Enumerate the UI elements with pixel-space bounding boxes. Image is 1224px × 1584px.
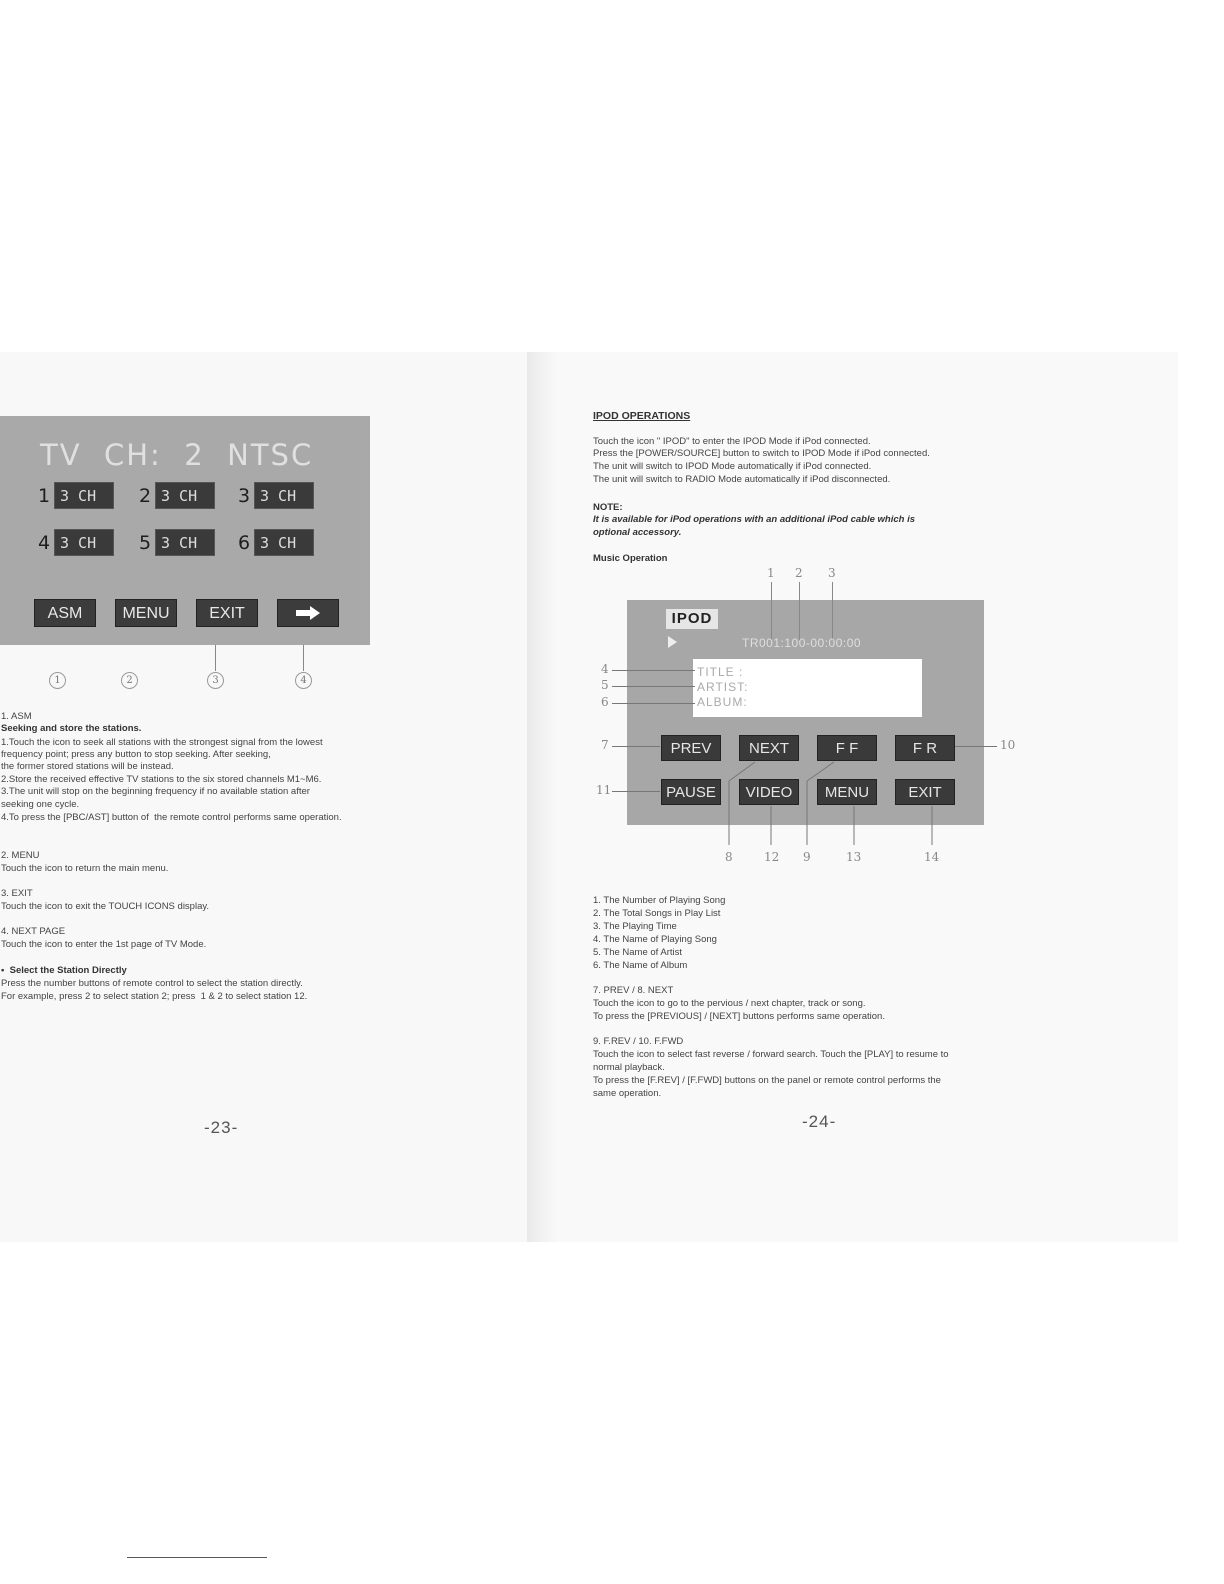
section-heading: Music Operation: [593, 553, 668, 564]
text-line: Touch the icon to go to the pervious / next chapter, track or song.: [593, 998, 866, 1009]
list-item: 6. The Name of Album: [593, 960, 688, 971]
text-line: Touch the icon to exit the TOUCH ICONS display.: [1, 901, 210, 912]
page-gutter: [527, 352, 557, 1242]
text-line: Press the [POWER/SOURCE] button to switch to IPOD Mode if iPod connected.: [593, 448, 930, 459]
ipod-mode-label: IPOD: [666, 609, 718, 629]
channel-button-label: 3 CH: [60, 487, 97, 505]
text-line: 2.Store the received effective TV stations to the six stored channels M1~M6.: [1, 774, 322, 785]
channel-button-label: 3 CH: [161, 534, 198, 552]
callout-line: [955, 746, 997, 747]
fast-forward-button[interactable]: F F: [817, 735, 877, 761]
callout-12: 12: [764, 850, 780, 864]
play-icon: [668, 636, 677, 648]
channel-number: 4: [38, 532, 51, 554]
callout-line: [612, 686, 695, 687]
channel-button-6[interactable]: [254, 529, 314, 556]
list-item: 4. The Name of Playing Song: [593, 934, 717, 945]
artist-field: ARTIST:: [697, 680, 749, 694]
title-field: TITLE :: [697, 665, 744, 679]
arrow-right-icon: [278, 600, 338, 626]
asm-button[interactable]: ASM: [34, 599, 96, 627]
list-item: 1. The Number of Playing Song: [593, 895, 726, 906]
channel-button-1[interactable]: [54, 482, 114, 509]
text-line: 1.Touch the icon to seek all stations with the strongest signal from the lowest: [1, 737, 323, 748]
callout-5: 5: [601, 678, 609, 692]
callout-3: 3: [828, 566, 836, 580]
list-item: 3. The Playing Time: [593, 921, 677, 932]
text-line: The unit will switch to IPOD Mode automatically if iPod connected.: [593, 461, 872, 472]
callout-4: 4: [295, 672, 312, 689]
callout-line: [215, 645, 216, 671]
note-label: NOTE:: [593, 502, 623, 513]
exit-button[interactable]: EXIT: [895, 779, 955, 805]
album-field: ALBUM:: [697, 695, 748, 709]
page-number: -23-: [204, 1118, 239, 1137]
pause-button[interactable]: PAUSE: [661, 779, 721, 805]
callout-1: 1: [767, 566, 775, 580]
callout-line: [303, 645, 304, 671]
channel-number: 3: [238, 485, 251, 507]
callout-13: 13: [846, 850, 862, 864]
channel-number: 1: [38, 485, 51, 507]
callout-line: [612, 703, 695, 704]
channel-button-2[interactable]: [155, 482, 215, 509]
text-line: Press the number buttons of remote control to select the station directly.: [1, 978, 303, 989]
text-line: 4.To press the [PBC/AST] button of the remote control performs same operation.: [1, 812, 342, 823]
channel-button-label: 3 CH: [161, 487, 198, 505]
next-button[interactable]: NEXT: [739, 735, 799, 761]
next-page-button[interactable]: [277, 599, 339, 627]
exit-button[interactable]: EXIT: [196, 599, 258, 627]
callout-line: [771, 582, 772, 640]
channel-button-5[interactable]: [155, 529, 215, 556]
callout-line: [612, 746, 660, 747]
text-line: normal playback.: [593, 1062, 665, 1073]
track-info: TR001:100-00:00:00: [742, 636, 862, 650]
channel-number: 6: [238, 532, 251, 554]
section-heading: 1. ASM: [1, 711, 32, 722]
section-heading: 2. MENU: [1, 850, 40, 861]
page-title: IPOD OPERATIONS: [593, 410, 691, 422]
callout-9: 9: [803, 850, 811, 864]
video-button[interactable]: VIDEO: [739, 779, 799, 805]
callout-11: 11: [596, 783, 612, 797]
fast-reverse-button[interactable]: F R: [895, 735, 955, 761]
note-text: optional accessory.: [593, 527, 682, 538]
prev-button[interactable]: PREV: [661, 735, 721, 761]
channel-button-label: 3 CH: [60, 534, 97, 552]
text-line: Touch the icon to return the main menu.: [1, 863, 169, 874]
hyperlink-underline[interactable]: [127, 1557, 267, 1558]
callout-2: 2: [121, 672, 138, 689]
callout-line: [799, 582, 800, 640]
callout-1: 1: [49, 672, 66, 689]
callout-line: [612, 791, 660, 792]
list-item: 5. The Name of Artist: [593, 947, 683, 958]
channel-number: 5: [139, 532, 152, 554]
page-number: -24-: [802, 1112, 837, 1131]
section-heading: 9. F.REV / 10. F.FWD: [593, 1036, 684, 1047]
section-heading: 3. EXIT: [1, 888, 33, 899]
callout-14: 14: [924, 850, 940, 864]
text-line: For example, press 2 to select station 2; press 1 & 2 to select station 12.: [1, 991, 308, 1002]
text-line: To press the [PREVIOUS] / [NEXT] buttons performs same operation.: [593, 1011, 885, 1022]
section-heading: 7. PREV / 8. NEXT: [593, 985, 674, 996]
callout-4: 4: [601, 662, 609, 676]
callout-6: 6: [601, 695, 609, 709]
text-line: the former stored stations will be instead.: [1, 761, 174, 772]
callout-3: 3: [207, 672, 224, 689]
tv-screen-title: TV CH: 2 NTSC: [40, 438, 314, 472]
note-text: It is available for iPod operations with an additional iPod cable which is: [593, 514, 916, 525]
callout-10: 10: [1000, 738, 1016, 752]
channel-button-3[interactable]: [254, 482, 314, 509]
section-heading: • Select the Station Directly: [1, 965, 127, 976]
text-line: 3.The unit will stop on the beginning frequency if no available station after: [1, 786, 310, 797]
callout-line: [832, 582, 833, 640]
callout-2: 2: [795, 566, 803, 580]
menu-button[interactable]: MENU: [817, 779, 877, 805]
text-line: Touch the icon to enter the 1st page of TV Mode.: [1, 939, 207, 950]
channel-button-label: 3 CH: [260, 534, 297, 552]
text-line: To press the [F.REV] / [F.FWD] buttons on the panel or remote control performs the: [593, 1075, 941, 1086]
channel-number: 2: [139, 485, 152, 507]
text-line: The unit will switch to RADIO Mode automatically if iPod disconnected.: [593, 474, 891, 485]
text-line: Touch the icon to select fast reverse / forward search. Touch the [PLAY] to resume to: [593, 1049, 949, 1060]
callout-7: 7: [601, 738, 609, 752]
menu-button[interactable]: MENU: [115, 599, 177, 627]
section-subheading: Seeking and store the stations.: [1, 723, 142, 734]
text-line: same operation.: [593, 1088, 662, 1099]
text-line: seeking one cycle.: [1, 799, 80, 810]
callout-line: [612, 670, 695, 671]
text-line: Touch the icon " IPOD" to enter the IPOD Mode if iPod connected.: [593, 436, 871, 447]
text-line: frequency point; press any button to stop seeking. After seeking,: [1, 749, 271, 760]
section-heading: 4. NEXT PAGE: [1, 926, 66, 937]
callout-8: 8: [725, 850, 733, 864]
channel-button-label: 3 CH: [260, 487, 297, 505]
list-item: 2. The Total Songs in Play List: [593, 908, 721, 919]
channel-button-4[interactable]: [54, 529, 114, 556]
